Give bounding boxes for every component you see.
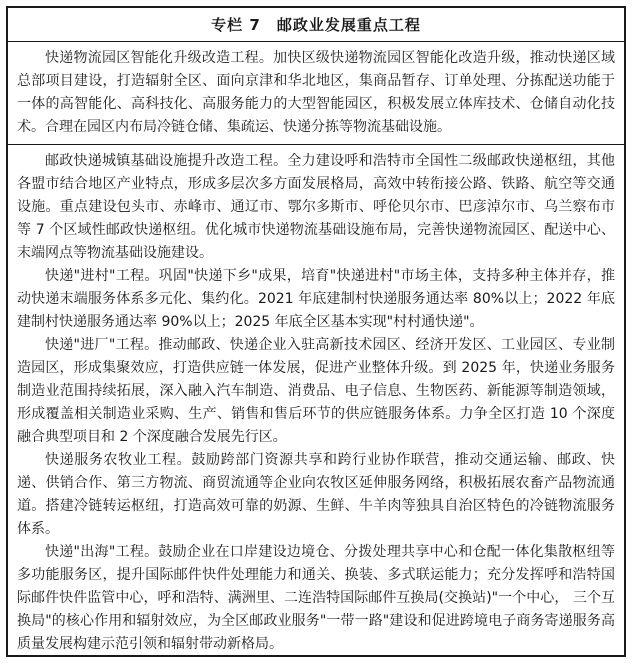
body-paragraph: 邮政快递城镇基础设施提升改造工程。全力建设呼和浩特市全国性二级邮政快递枢纽，其他各盟市结合地区产业特点，形成多层次多方面发展格局，高效中转衔接公路、铁路、航空等交通设施。重点建设包头市、赤峰市、通辽市、鄂尔多斯市、呼伦贝尔市、巴彦淖尔市、乌兰察布市等 7 个区域性邮政快递枢纽。优化城市快递物流基础设施布局，完善快递物流园区、配送中心、末端网点等物流基础设施建设。 — [17, 153, 615, 261]
section-logistics-park-upgrade — [8, 42, 624, 145]
body-paragraph: 快递物流园区智能化升级改造工程。加快区级快递物流园区智能化改造升级，推动快递区域总部项目建设，打造辐射全区、面向京津和华北地区，集商品暂存、订单处理、分拣配送功能于一体的高智能化、高科技化、高服务能力的大型智能园区，积极发展立体库技术、仓储自动化技术。合理在园区内布局冷链仓储、集疏运、快递分拣等物流基础设施。 — [17, 50, 615, 135]
body-paragraph: 快递"出海"工程。鼓励企业在口岸建设边境仓、分拨处理共享中心和仓配一体化集散枢纽等多功能服务区，提升国际邮件快件处理能力和通关、换装、多式联运能力；充分发挥呼和浩特国际邮件快件监管中心，呼和浩特、满洲里、二连浩特国际邮件互换局(交换站)"一个中心， 三个互换局"的核心作用和辐射效应，为全区邮政业服务"一带一路"建设和促进跨境电子商务寄递服务高质量发展构建示范引领和辐射带动新格局。 — [17, 544, 615, 652]
body-paragraph: 快递"进村"工程。巩固"快递下乡"成果，培育"快递进村"市场主体，支持多种主体并存，推动快递末端服务体系多元化、集约化。2021 年底建制村快递服务通达率 80%以上；2022 年底建制村快递服务通达率 90%以上；2025 年底全区基本实现"村村通快递"。 — [17, 268, 615, 330]
column-title: 专栏 7 邮政业发展重点工程 — [8, 8, 624, 42]
body-paragraph: 快递"进厂"工程。推动邮政、快递企业入驻高新技术园区、经济开发区、工业园区、专业制造园区，形成集聚效应，打造供应链一体发展，促进产业整体升级。到 2025 年，快递业务服务制造业范围持续拓展，深入融入汽车制造、消费品、电子信息、生物医药、新能源等制造领域，形成覆盖相关制造业采购、生产、销售和售后环节的供应链服务体系。力争全区打造 10 个深度融合典型项目和 2 个深度融合发展先行区。 — [17, 337, 615, 445]
section-key-projects — [8, 145, 624, 655]
column-7-box — [6, 6, 626, 657]
body-paragraph: 快递服务农牧业工程。鼓励跨部门资源共享和跨行业协作联营，推动交通运输、邮政、快递、供销合作、第三方物流、商贸流通等企业向农牧区延伸服务网络，积极拓展农畜产品物流通道。搭建冷链转运枢纽，打造高效可靠的奶源、生鲜、牛羊肉等独具自治区特色的冷链物流服务体系。 — [17, 452, 615, 537]
